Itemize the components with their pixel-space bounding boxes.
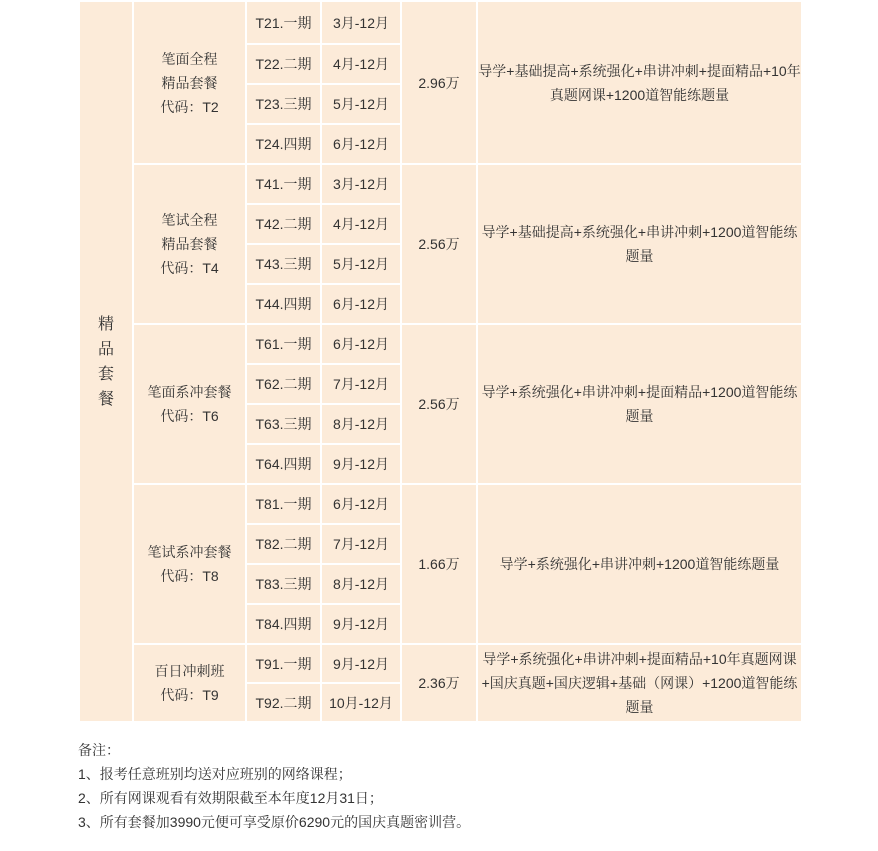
price-cell: 1.66万 (401, 484, 477, 644)
term-code-cell: T42.二期 (246, 204, 321, 244)
package-name-line: 笔面全程 (161, 50, 218, 67)
package-name-line: 代码：T6 (160, 408, 219, 424)
term-code-cell: T82.二期 (246, 524, 321, 564)
term-period-cell: 7月-12月 (321, 524, 401, 564)
term-period-cell: 8月-12月 (321, 404, 401, 444)
term-period-cell: 3月-12月 (321, 164, 401, 204)
note-item-3: 3、所有套餐加3990元便可享受原价6290元的国庆真题密训营。 (78, 814, 471, 830)
package-name-line: 精品套餐 (161, 74, 218, 91)
price-cell: 2.36万 (401, 644, 477, 722)
package-name-cell (133, 484, 246, 644)
term-code-cell: T23.三期 (246, 84, 321, 124)
term-period-cell: 10月-12月 (321, 683, 401, 722)
package-name-cell (133, 1, 246, 164)
term-code-cell: T63.三期 (246, 404, 321, 444)
term-code-cell: T83.三期 (246, 564, 321, 604)
term-code-cell: T91.一期 (246, 644, 321, 683)
term-period-cell: 6月-12月 (321, 484, 401, 524)
description-cell: 导学+系统强化+串讲冲刺+提面精品+10年真题网课+国庆真题+国庆逻辑+基础（网课）+1200道智能练题量 (477, 644, 802, 722)
table-row (79, 324, 802, 364)
term-period-cell: 6月-12月 (321, 124, 401, 164)
table-row (79, 644, 802, 683)
category-cell (79, 1, 133, 722)
term-period-cell: 4月-12月 (321, 44, 401, 84)
description-cell: 导学+系统强化+串讲冲刺+1200道智能练题量 (477, 484, 802, 644)
term-code-cell: T62.二期 (246, 364, 321, 404)
term-code-cell: T44.四期 (246, 284, 321, 324)
package-name-line: 笔面系冲套餐 (147, 384, 232, 400)
package-name-line: 笔试系冲套餐 (147, 544, 232, 560)
category-label: 精品套餐 (98, 315, 115, 408)
term-code-cell: T84.四期 (246, 604, 321, 644)
term-code-cell: T92.二期 (246, 683, 321, 722)
description-cell: 导学+系统强化+串讲冲刺+提面精品+1200道智能练题量 (477, 324, 802, 484)
term-period-cell: 9月-12月 (321, 644, 401, 683)
notes-section (78, 738, 470, 834)
term-code-cell: T21.一期 (246, 1, 321, 44)
package-name-line: 代码：T4 (160, 260, 219, 276)
term-period-cell: 6月-12月 (321, 324, 401, 364)
term-code-cell: T64.四期 (246, 444, 321, 484)
package-name-line: 代码：T8 (160, 568, 219, 584)
term-period-cell: 5月-12月 (321, 84, 401, 124)
term-code-cell: T43.三期 (246, 244, 321, 284)
notes-title: 备注： (78, 742, 120, 758)
term-period-cell: 7月-12月 (321, 364, 401, 404)
package-name-line: 百日冲刺班 (154, 663, 225, 679)
price-cell: 2.56万 (401, 164, 477, 324)
term-code-cell: T24.四期 (246, 124, 321, 164)
note-item-1: 1、报考任意班别均送对应班别的网络课程； (78, 766, 352, 782)
term-period-cell: 3月-12月 (321, 1, 401, 44)
package-name-cell (133, 324, 246, 484)
price-cell: 2.56万 (401, 324, 477, 484)
term-period-cell: 9月-12月 (321, 604, 401, 644)
term-code-cell: T41.一期 (246, 164, 321, 204)
description-cell: 导学+基础提高+系统强化+串讲冲刺+提面精品+10年真题网课+1200道智能练题量 (477, 1, 802, 164)
term-period-cell: 8月-12月 (321, 564, 401, 604)
package-name-line: 代码：T2 (160, 98, 219, 115)
term-period-cell: 6月-12月 (321, 284, 401, 324)
package-name-cell (133, 644, 246, 722)
term-code-cell: T81.一期 (246, 484, 321, 524)
term-period-cell: 9月-12月 (321, 444, 401, 484)
description-cell: 导学+基础提高+系统强化+串讲冲刺+1200道智能练题量 (477, 164, 802, 324)
package-name-line: 精品套餐 (161, 236, 218, 252)
term-period-cell: 4月-12月 (321, 204, 401, 244)
note-item-2: 2、所有网课观看有效期限截至本年度12月31日； (78, 790, 383, 806)
package-name-cell (133, 164, 246, 324)
price-cell: 2.96万 (401, 1, 477, 164)
term-code-cell: T22.二期 (246, 44, 321, 84)
package-name-line: 笔试全程 (161, 212, 218, 228)
course-package-table (78, 0, 803, 723)
table-row (79, 164, 802, 204)
package-name-line: 代码：T9 (160, 687, 219, 703)
table-row (79, 1, 802, 44)
term-code-cell: T61.一期 (246, 324, 321, 364)
table-row (79, 484, 802, 524)
term-period-cell: 5月-12月 (321, 244, 401, 284)
